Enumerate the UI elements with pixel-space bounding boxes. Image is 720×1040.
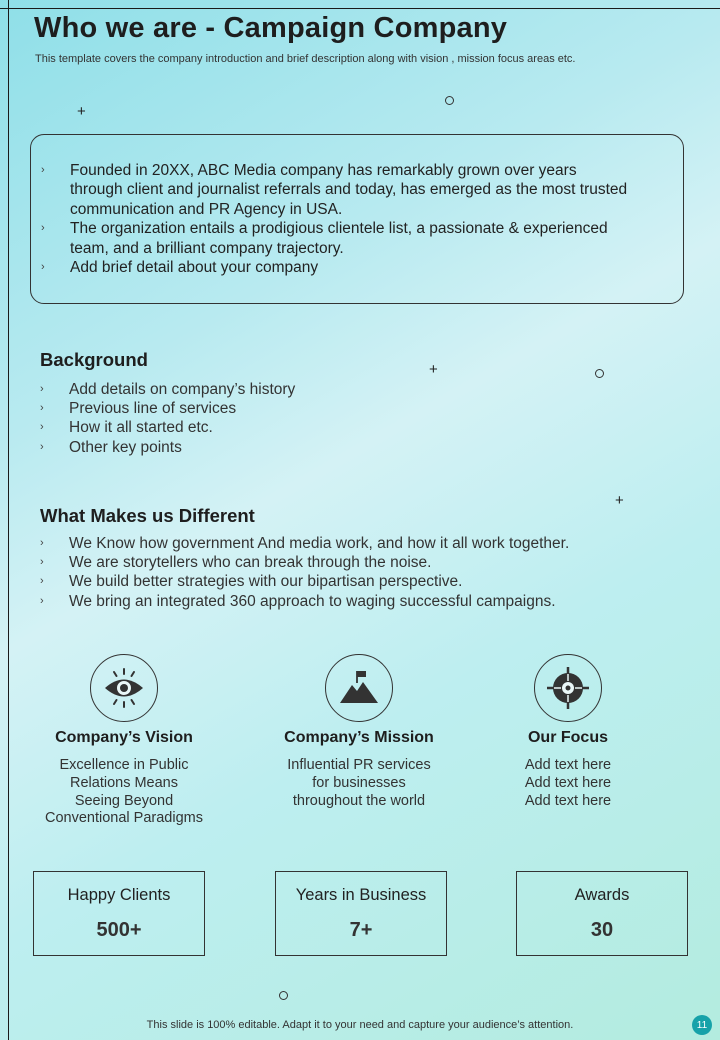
stat-label: Awards	[574, 886, 630, 904]
mission-title: Company’s Mission	[284, 729, 434, 746]
intro-list	[41, 161, 633, 277]
mission-icon-circle	[325, 654, 393, 722]
chevron-right-icon: ›	[40, 556, 44, 569]
focus-text: Add text here Add text here Add text here	[524, 757, 612, 809]
focus-icon-circle	[534, 654, 602, 722]
page-number-badge: 11	[692, 1015, 712, 1035]
list-item: › We build better strategies with our bipartisan perspective.	[40, 573, 463, 591]
stat-label: Years in Business	[295, 886, 427, 904]
chevron-right-icon: ›	[41, 261, 45, 274]
target-icon	[543, 663, 593, 713]
chevron-right-icon: ›	[40, 537, 44, 549]
list-item: › Founded in 20XX, ABC Media company has remarkably grown over years through client and journalist referrals and today, has emerged as the most trusted communication and PR Agency in USA.	[41, 162, 628, 218]
footer-note: This slide is 100% editable. Adapt it to your need and capture your audience’s attention.	[146, 1019, 574, 1031]
circle-decoration-icon	[279, 991, 288, 1000]
plus-decoration-icon: +	[77, 103, 86, 120]
vision-column	[14, 654, 234, 828]
chevron-right-icon: ›	[40, 594, 44, 607]
intro-box	[30, 134, 684, 304]
list-item: › How it all started etc.	[40, 419, 213, 437]
mission-text: Influential PR services for businesses throughout the world	[287, 757, 431, 809]
vision-text: Excellence in Public Relations Means Seeing Beyond Conventional Paradigms	[45, 757, 203, 827]
chevron-right-icon: ›	[40, 575, 44, 588]
list-item: › The organization entails a prodigious clientele list, a passionate & experienced team, and a brilliant company trajectory.	[41, 220, 608, 257]
stat-box-awards	[516, 871, 688, 956]
plus-decoration-icon: +	[615, 492, 624, 509]
plus-decoration-icon: +	[429, 361, 438, 378]
list-item: › We bring an integrated 360 approach to waging successful campaigns.	[40, 592, 556, 610]
chevron-right-icon: ›	[41, 164, 45, 176]
chevron-right-icon: ›	[40, 421, 44, 434]
focus-column	[458, 654, 678, 810]
page-title: Who we are - Campaign Company	[34, 12, 508, 44]
stat-label: Happy Clients	[67, 886, 171, 904]
different-list	[40, 534, 569, 611]
eye-icon	[99, 663, 149, 713]
frame-line-left	[8, 0, 9, 1040]
background-heading: Background	[40, 349, 148, 370]
different-heading: What Makes us Different	[40, 505, 255, 526]
background-list	[40, 380, 295, 457]
circle-decoration-icon	[445, 96, 454, 105]
circle-decoration-icon	[595, 369, 604, 378]
list-item: › We are storytellers who can break through the noise.	[40, 554, 432, 572]
stat-box-years-in-business	[275, 871, 447, 956]
page-subtitle: This template covers the company introduction and brief description along with vision , mission focus areas etc.	[35, 53, 576, 65]
chevron-right-icon: ›	[40, 440, 44, 453]
list-item: › Other key points	[40, 438, 182, 456]
list-item: › Previous line of services	[40, 400, 237, 418]
chevron-right-icon: ›	[41, 222, 45, 235]
focus-title: Our Focus	[527, 729, 608, 746]
stat-box-happy-clients	[33, 871, 205, 956]
chevron-right-icon: ›	[40, 383, 44, 395]
stat-value: 500+	[96, 919, 142, 941]
mission-column	[249, 654, 469, 810]
chevron-right-icon: ›	[40, 402, 44, 415]
list-item: › Add brief detail about your company	[41, 259, 319, 277]
list-item: › Add details on company’s history	[40, 381, 296, 398]
vision-icon-circle	[90, 654, 158, 722]
frame-line-top	[0, 8, 720, 9]
stat-value: 7+	[349, 919, 373, 941]
vision-title: Company’s Vision	[55, 729, 193, 746]
mountain-flag-icon	[334, 663, 384, 713]
stat-value: 30	[590, 919, 614, 941]
list-item: › We Know how government And media work, and how it all work together.	[40, 535, 570, 552]
